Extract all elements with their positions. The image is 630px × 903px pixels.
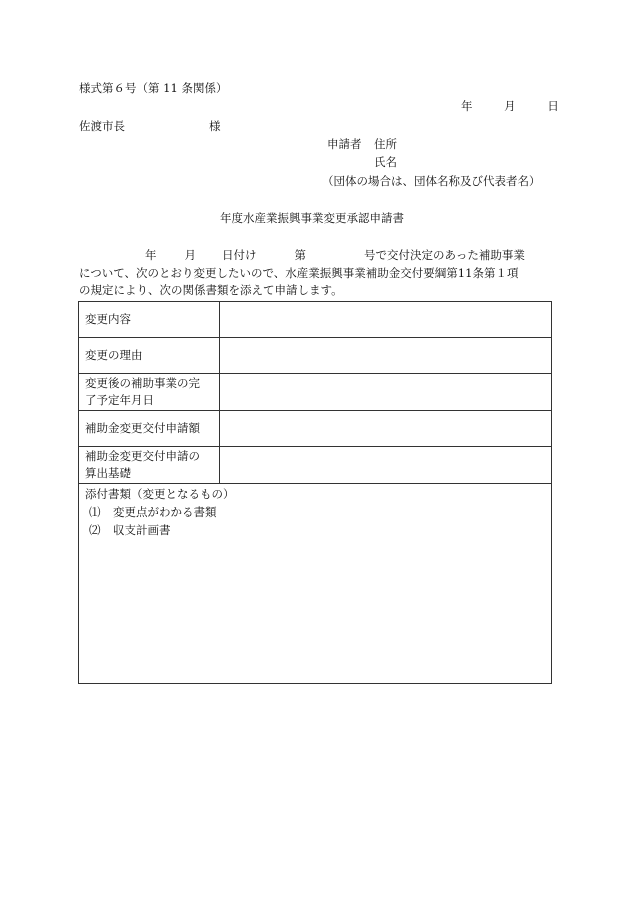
table-row	[79, 374, 552, 411]
date-year: 年	[461, 99, 473, 113]
change-amount-label: 補助金変更交付申請額	[79, 411, 220, 447]
attachment-item	[89, 503, 545, 521]
change-reason-field[interactable]	[220, 338, 552, 374]
calculation-basis-field[interactable]	[220, 447, 552, 484]
change-amount-field[interactable]	[220, 411, 552, 447]
change-content-label: 変更内容	[79, 302, 220, 338]
attachment-number: ⑴	[89, 505, 101, 519]
completion-date-field[interactable]	[220, 374, 552, 411]
body-month: 月	[184, 248, 196, 262]
completion-date-label-line-2: 了予定年月日	[85, 393, 154, 407]
body-number-prefix: 第	[294, 248, 306, 262]
completion-date-label	[79, 374, 220, 411]
body-line-1	[79, 247, 551, 265]
body-year: 年	[145, 248, 157, 262]
applicant-name-label: 氏名	[374, 155, 397, 169]
applicant-note: （団体の場合は、団体名称及び代表者名）	[322, 174, 541, 188]
body-date: 日付け	[222, 248, 257, 262]
body-line-3: の規定により、次の関係書類を添えて申請します。	[79, 283, 343, 297]
calculation-basis-label-line-1: 補助金変更交付申請の	[85, 449, 200, 463]
change-reason-label: 変更の理由	[79, 338, 220, 374]
attachment-text: 変更点がわかる書類	[113, 505, 217, 519]
completion-date-label-line-1: 変更後の補助事業の完	[85, 376, 200, 390]
table-row	[79, 411, 552, 447]
table-row	[79, 447, 552, 484]
attachments-heading: 添付書類（変更となるもの）	[85, 487, 235, 501]
attachment-text: 収支計画書	[113, 523, 171, 537]
calculation-basis-label-line-2: 算出基礎	[85, 466, 131, 480]
table-row	[79, 338, 552, 374]
addressee	[79, 118, 221, 134]
date-line	[461, 98, 559, 114]
table-row	[79, 302, 552, 338]
body-line-2: について、次のとおり変更したいので、水産業振興事業補助金交付要綱第11条第１項	[79, 265, 519, 280]
form-number: 様式第６号（第 11 条関係）	[79, 81, 228, 95]
body-line-1-rest: 号で交付決定のあった補助事業	[364, 248, 525, 262]
date-day: 日	[547, 99, 559, 113]
applicant-label: 申請者	[327, 137, 362, 151]
date-month: 月	[504, 99, 516, 113]
document-title: 年度水産業振興事業変更承認申請書	[220, 211, 404, 225]
attachment-number: ⑵	[89, 523, 101, 537]
application-table	[78, 301, 552, 684]
applicant-address-label: 住所	[374, 137, 397, 151]
attachments-cell	[79, 484, 552, 684]
addressee-honorific: 様	[209, 119, 221, 133]
table-row	[79, 484, 552, 684]
calculation-basis-label	[79, 447, 220, 484]
attachment-item	[89, 521, 545, 539]
body-paragraph	[79, 247, 551, 300]
addressee-name: 佐渡市長	[79, 119, 125, 133]
change-content-field[interactable]	[220, 302, 552, 338]
